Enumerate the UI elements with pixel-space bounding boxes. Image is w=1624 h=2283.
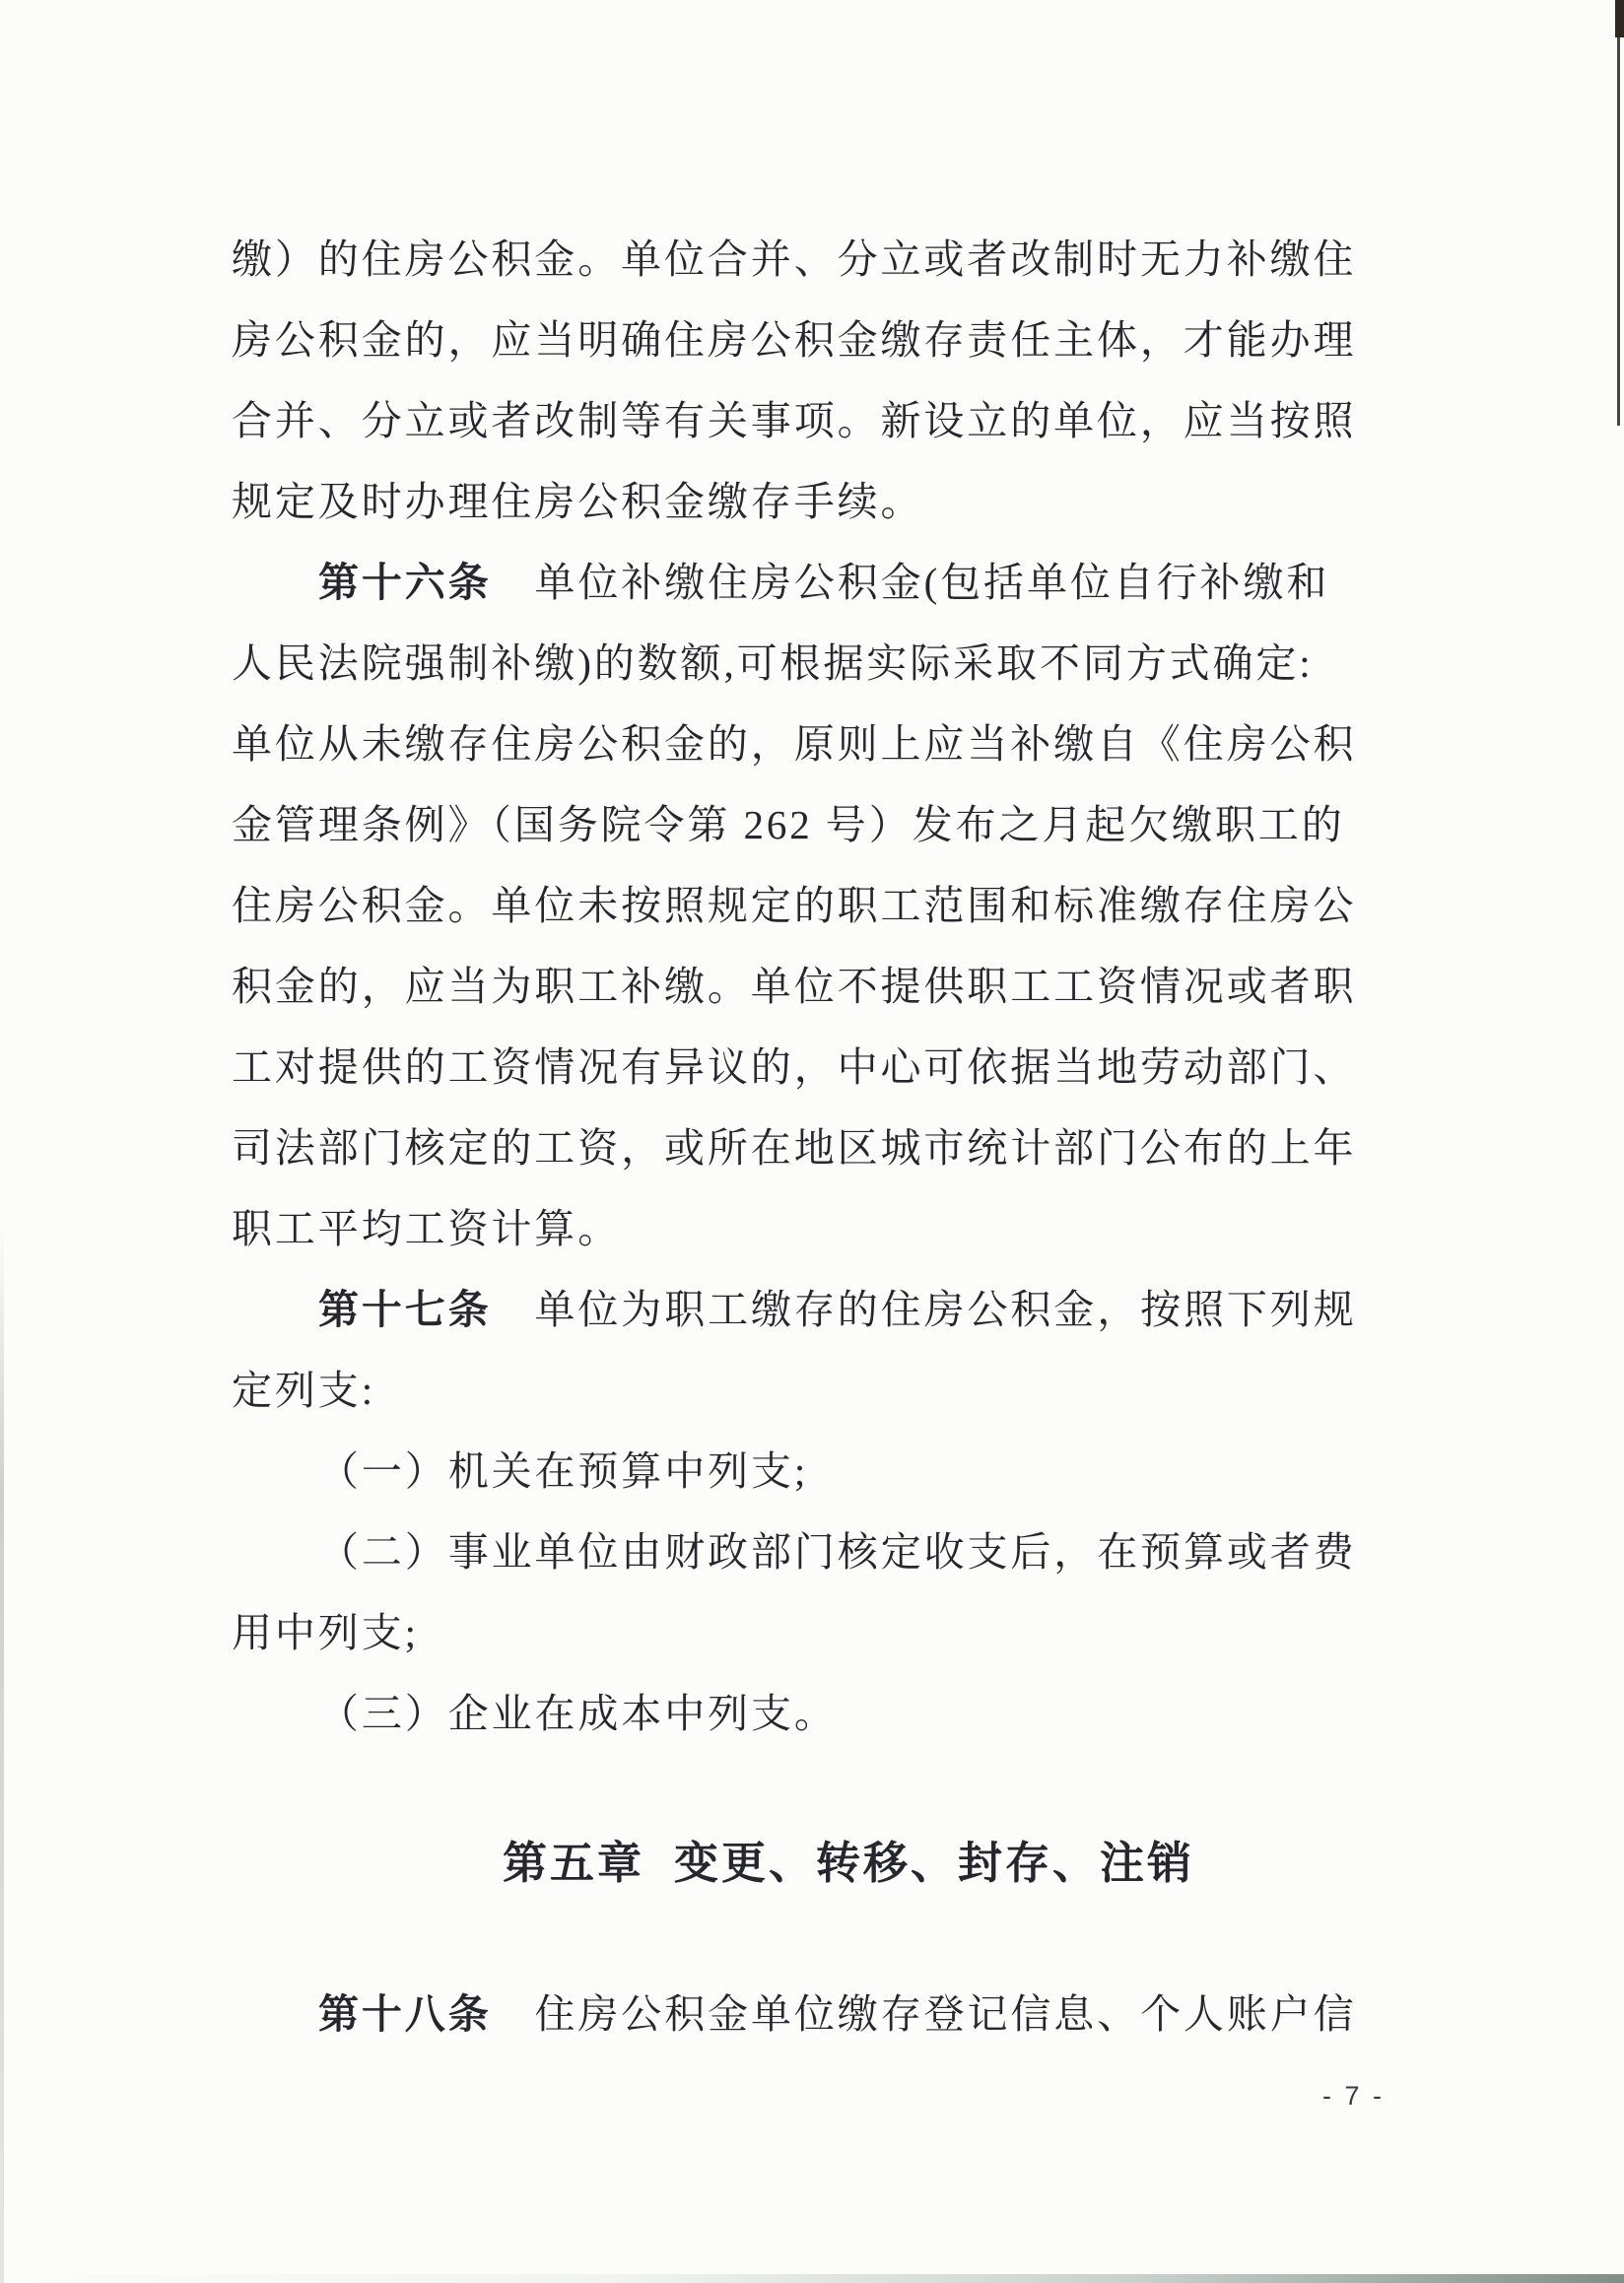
line-text: 职工平均工资计算。	[232, 1206, 622, 1251]
article-number-label: 第十七条	[318, 1287, 492, 1332]
line-text: 用中列支;	[232, 1610, 419, 1655]
line-text: 人民法院强制补缴)的数额,可根据实际采取不同方式确定:	[232, 640, 1314, 686]
body-line	[232, 946, 1375, 1027]
page-number: - 7 -	[1322, 2081, 1386, 2111]
body-line	[232, 1673, 1375, 1754]
body-line	[232, 219, 1375, 300]
line-text: 工对提供的工资情况有异议的，中心可依据当地劳动部门、	[232, 1044, 1357, 1090]
body-line	[232, 380, 1375, 461]
line-text: 积金的，应当为职工补缴。单位不提供职工工资情况或者职	[232, 964, 1357, 1009]
line-text: 司法部门核定的工资，或所在地区城市统计部门公布的上年	[232, 1125, 1357, 1171]
scan-artifact-bottom-edge-band	[0, 2274, 1624, 2283]
article-18-line	[232, 1974, 1501, 2054]
chapter-heading	[286, 1822, 1411, 1904]
body-line	[232, 461, 1375, 542]
line-text: 单位从未缴存住房公积金的，原则上应当补缴自《住房公积	[232, 721, 1357, 767]
line-text: 房公积金的，应当明确住房公积金缴存责任主体，才能办理	[232, 317, 1357, 363]
body-line	[232, 1431, 1375, 1511]
body-line	[232, 865, 1375, 946]
line-text: 定列支:	[232, 1368, 375, 1413]
line-text: 住房公积金单位缴存登记信息、个人账户信	[491, 1991, 1357, 2037]
chapter-title: 变更、转移、封存、注销	[674, 1838, 1195, 1888]
body-line	[232, 1511, 1375, 1592]
line-text: 缴）的住房公积金。单位合并、分立或者改制时无力补缴住	[232, 236, 1357, 282]
line-text: 单位为职工缴存的住房公积金，按照下列规	[491, 1287, 1357, 1332]
line-text: （三）企业在成本中列支。	[318, 1691, 838, 1736]
scan-artifact-top-right-corner	[1615, 0, 1624, 37]
scan-artifact-right-edge-line	[1617, 0, 1620, 426]
body-line	[232, 542, 1375, 623]
body-text-block	[232, 219, 1375, 1754]
body-line	[232, 1188, 1375, 1269]
body-line	[232, 1108, 1375, 1188]
line-text: 规定及时办理住房公积金缴存手续。	[232, 479, 924, 524]
chapter-number-label: 第五章	[502, 1838, 644, 1888]
scan-artifact-left-edge-streak	[0, 1227, 4, 2283]
line-text: 住房公积金。单位未按照规定的职工范围和标准缴存住房公	[232, 883, 1357, 928]
line-text: （二）事业单位由财政部门核定收支后，在预算或者费	[318, 1529, 1357, 1575]
line-text: 金管理条例》（国务院令第 262 号）发布之月起欠缴职工的	[232, 802, 1345, 847]
line-text: （一）机关在预算中列支;	[318, 1448, 809, 1494]
article-number-label: 第十六条	[318, 560, 492, 605]
body-line	[232, 704, 1375, 784]
body-line	[232, 623, 1375, 704]
line-text: 合并、分立或者改制等有关事项。新设立的单位，应当按照	[232, 398, 1357, 443]
body-line	[232, 1350, 1375, 1431]
line-text: 单位补缴住房公积金(包括单位自行补缴和	[491, 560, 1330, 605]
body-line	[232, 784, 1375, 865]
body-line	[232, 1592, 1375, 1673]
body-line	[232, 300, 1375, 380]
article-number-label: 第十八条	[318, 1991, 492, 2037]
body-line	[232, 1269, 1375, 1350]
body-line	[232, 1027, 1375, 1108]
